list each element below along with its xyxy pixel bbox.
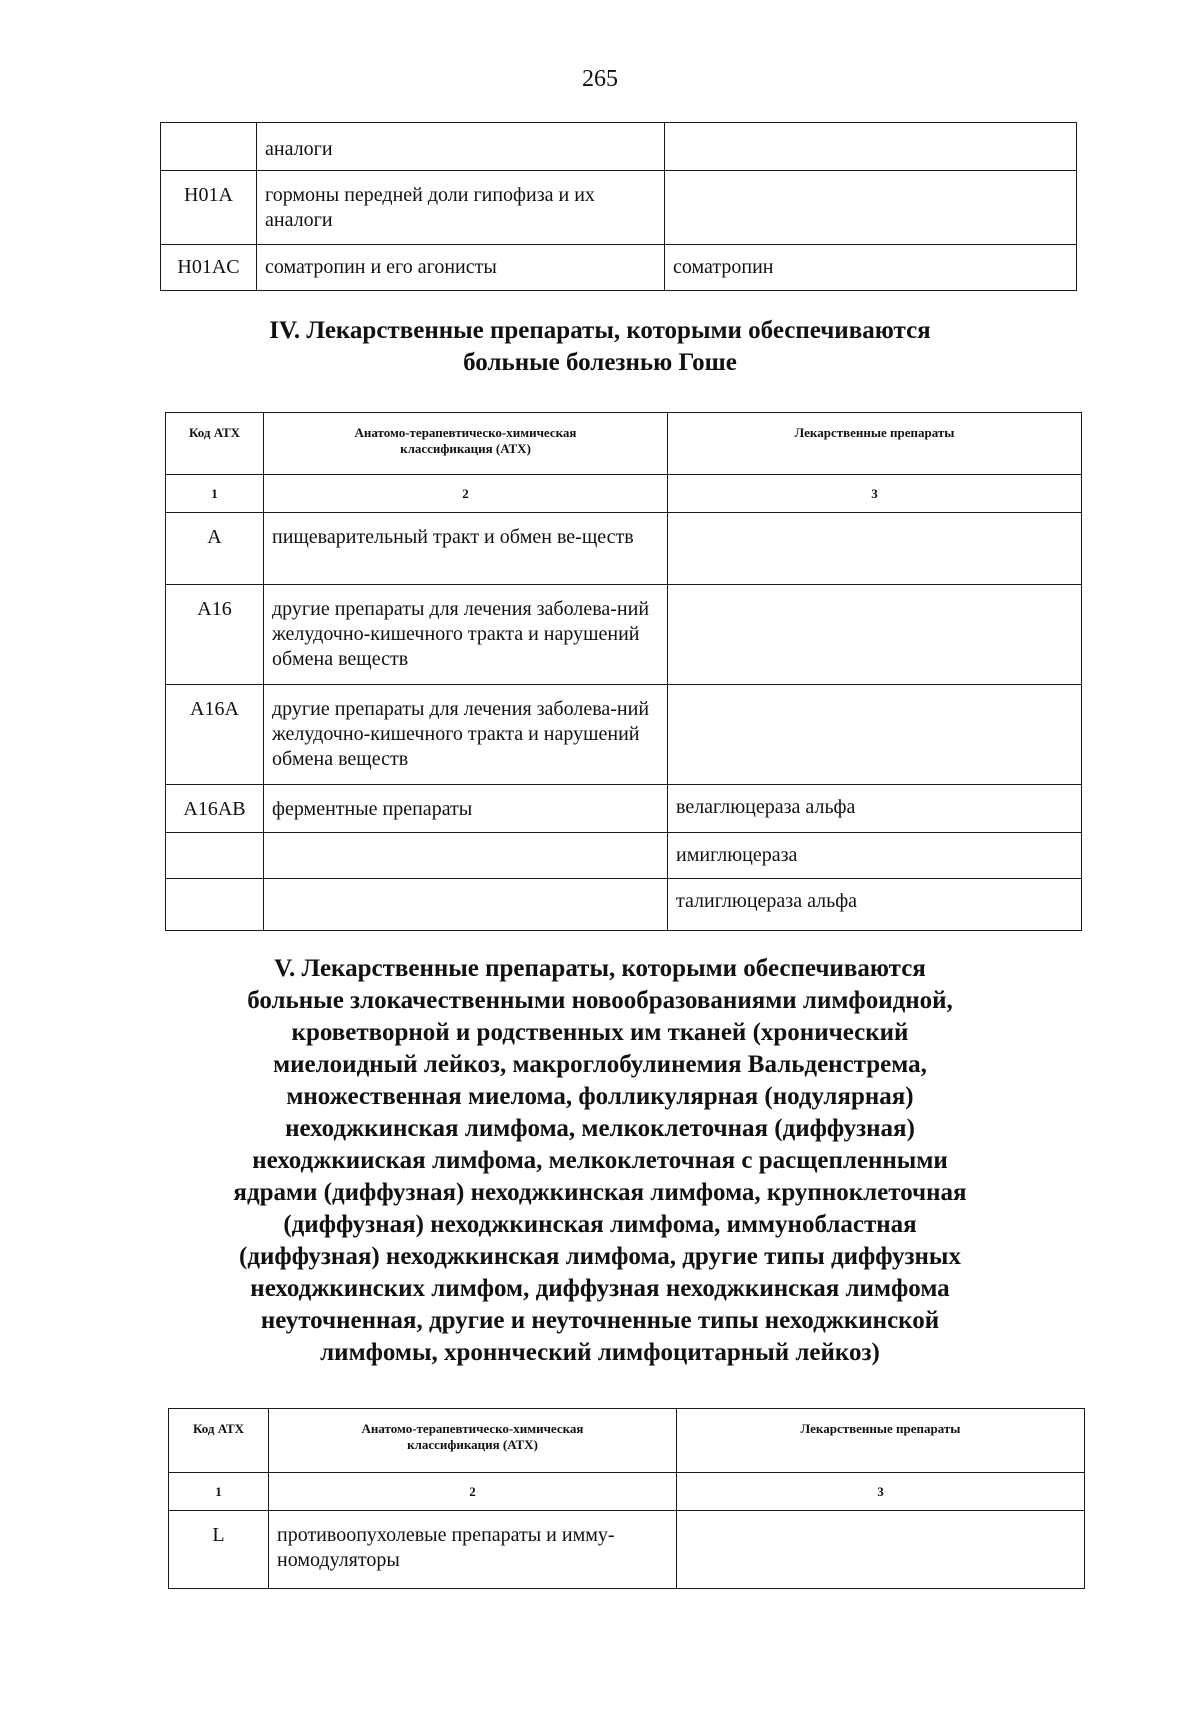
drug-cell: имиглюцераза bbox=[668, 833, 1082, 879]
header-classification: Анатомо-терапевтическо-химическая классификация (АТХ) bbox=[264, 413, 668, 475]
title-line: V. Лекарственные препараты, которыми обеспечиваются bbox=[274, 955, 926, 982]
table-row bbox=[161, 123, 1077, 171]
atc-code-cell bbox=[166, 833, 264, 879]
table-row bbox=[166, 585, 1082, 685]
section-5-title bbox=[0, 953, 1200, 1369]
continuation-table bbox=[160, 122, 1077, 291]
table-row bbox=[166, 513, 1082, 585]
title-line: множественная миелома, фолликулярная (нодулярная) bbox=[286, 1083, 914, 1110]
classification-cell: другие препараты для лечения заболева-ний желудочно-кишечного тракта и нарушений обмена веществ bbox=[264, 585, 668, 685]
atc-code-cell: A16 bbox=[166, 585, 264, 685]
drug-cell: велаглюцераза альфа bbox=[668, 785, 1082, 833]
classification-cell bbox=[264, 833, 668, 879]
atc-code-cell bbox=[166, 879, 264, 931]
table-row bbox=[166, 685, 1082, 785]
classification-cell: пищеварительный тракт и обмен ве-ществ bbox=[264, 513, 668, 585]
header-atc-code: Код АТХ bbox=[166, 413, 264, 475]
title-line: (диффузная) неходжкинская лимфома, иммунобластная bbox=[283, 1211, 917, 1238]
classification-cell: аналоги bbox=[257, 123, 665, 171]
title-line: неходжкииская лимфома, мелкоклеточная с расщепленными bbox=[252, 1147, 948, 1174]
drug-cell bbox=[668, 585, 1082, 685]
classification-cell: другие препараты для лечения заболева-ний желудочно-кишечного тракта и нарушений обмена веществ bbox=[264, 685, 668, 785]
title-line: (диффузная) неходжкинская лимфома, другие типы диффузных bbox=[239, 1243, 961, 1270]
title-line: IV. Лекарственные препараты, которыми обеспечиваются bbox=[269, 317, 931, 344]
title-line: неходжкинских лимфом, диффузная неходжкинская лимфома bbox=[250, 1275, 950, 1302]
classification-cell bbox=[264, 879, 668, 931]
gaucher-drugs-table bbox=[165, 412, 1082, 931]
section-4-title bbox=[0, 315, 1200, 379]
atc-code-cell: A16A bbox=[166, 685, 264, 785]
column-number: 1 bbox=[166, 475, 264, 513]
title-line: ядрами (диффузная) неходжкинская лимфома, крупноклеточная bbox=[233, 1179, 967, 1206]
classification-cell: гормоны передней доли гипофиза и их аналоги bbox=[257, 171, 665, 245]
header-drugs: Лекарственные препараты bbox=[668, 413, 1082, 475]
title-line: больные болезнью Гоше bbox=[463, 349, 737, 376]
classification-cell: противоопухолевые препараты и имму-номодуляторы bbox=[269, 1511, 677, 1589]
title-line: неуточненная, другие и неуточненные типы неходжкинской bbox=[260, 1307, 940, 1334]
title-line: лимфомы, хроннческий лимфоцитарный лейкоз) bbox=[320, 1339, 880, 1366]
column-number: 3 bbox=[668, 475, 1082, 513]
table-row bbox=[166, 879, 1082, 931]
atc-code-cell bbox=[161, 123, 257, 171]
drug-cell: талиглюцераза альфа bbox=[668, 879, 1082, 931]
classification-cell: ферментные препараты bbox=[264, 785, 668, 833]
header-row bbox=[166, 413, 1082, 475]
title-line: неходжкинская лимфома, мелкоклеточная (диффузная) bbox=[285, 1115, 915, 1142]
title-line: кроветворной и родственных им тканей (хронический bbox=[291, 1019, 909, 1046]
header-classification: Анатомо-терапевтическо-химическая классификация (АТХ) bbox=[269, 1409, 677, 1473]
title-line: миелоидный лейкоз, макроглобулинемия Вальденстрема, bbox=[273, 1051, 927, 1078]
column-number: 3 bbox=[677, 1473, 1085, 1511]
atc-code-cell: H01AC bbox=[161, 245, 257, 291]
drug-cell bbox=[668, 685, 1082, 785]
atc-code-cell: H01A bbox=[161, 171, 257, 245]
column-number: 1 bbox=[169, 1473, 269, 1511]
column-number-row bbox=[166, 475, 1082, 513]
column-number-row bbox=[169, 1473, 1085, 1511]
drug-cell: соматропин bbox=[665, 245, 1077, 291]
table-row bbox=[169, 1511, 1085, 1589]
atc-code-cell: L bbox=[169, 1511, 269, 1589]
drug-cell bbox=[665, 123, 1077, 171]
lymphoma-drugs-table bbox=[168, 1408, 1085, 1589]
header-drugs: Лекарственные препараты bbox=[677, 1409, 1085, 1473]
drug-cell bbox=[665, 171, 1077, 245]
table-row bbox=[166, 785, 1082, 833]
header-atc-code: Код АТХ bbox=[169, 1409, 269, 1473]
drug-cell bbox=[677, 1511, 1085, 1589]
classification-cell: соматропин и его агонисты bbox=[257, 245, 665, 291]
header-row bbox=[169, 1409, 1085, 1473]
column-number: 2 bbox=[264, 475, 668, 513]
table-row bbox=[161, 245, 1077, 291]
table-row bbox=[166, 833, 1082, 879]
title-line: больные злокачественными новообразованиями лимфоидной, bbox=[247, 987, 953, 1014]
atc-code-cell: A bbox=[166, 513, 264, 585]
column-number: 2 bbox=[269, 1473, 677, 1511]
page-number: 265 bbox=[582, 66, 618, 92]
drug-cell bbox=[668, 513, 1082, 585]
atc-code-cell: A16AB bbox=[166, 785, 264, 833]
table-row bbox=[161, 171, 1077, 245]
